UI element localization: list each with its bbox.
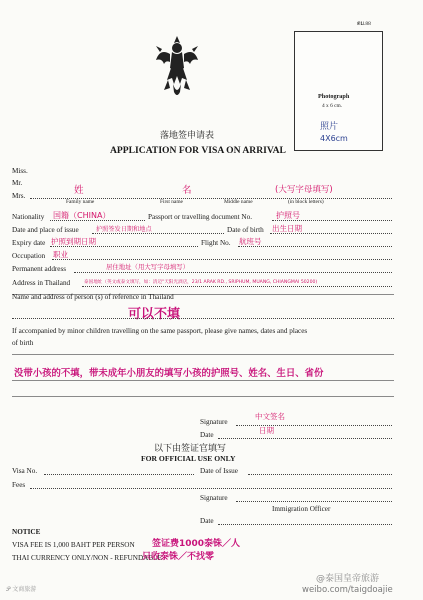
official-cn-label: 以下由签证官填写 [154, 444, 227, 454]
middle-name-caption: Middle name [224, 199, 253, 205]
fees-label: Fees [12, 481, 26, 489]
issue-field[interactable] [92, 233, 224, 234]
family-name-caption: Family name [66, 199, 95, 205]
birth-value: 出生日期 [272, 224, 302, 233]
garuda-emblem [154, 34, 200, 105]
watermark-handle: @泰国皇帝旅游 [316, 574, 380, 584]
photo-label: Photograph [318, 93, 350, 100]
signature-note: 中文签名 [255, 412, 285, 421]
salutation-mrs: Mrs. [12, 192, 26, 200]
children-note: 没带小孩的不填，带未成年小朋友的填写小孩的护照号、姓名、生日、省份 [14, 368, 324, 379]
permanent-address-value: 居住地址（用大写字母填写） [106, 263, 190, 271]
official-date-label: Date [200, 517, 214, 525]
family-name-annotation: 姓 [74, 185, 84, 196]
form-title: APPLICATION FOR VISA ON ARRIVAL [110, 145, 286, 156]
signature-label: Signature [200, 418, 228, 426]
children-line-2[interactable] [12, 380, 394, 381]
notice-header: NOTICE [12, 528, 41, 536]
expiry-label: Expiry date [12, 239, 46, 247]
permanent-address-label: Permanent address [12, 265, 67, 273]
notice-currency-cn: 只收泰铢／不找零 [142, 552, 215, 562]
permanent-address-field[interactable] [74, 272, 392, 273]
thailand-address-field[interactable] [82, 286, 392, 287]
children-text-2: of birth [12, 339, 34, 347]
title-chinese: 落地签申请表 [160, 131, 215, 141]
date-field[interactable] [218, 438, 392, 439]
salutation-miss: Miss. [12, 167, 28, 175]
official-date-field[interactable] [218, 524, 392, 525]
thailand-address-label: Address in Thailand [12, 279, 71, 287]
thailand-address-value: 泰国地址（英文或泰文填写，如：清迈"天阳光酒店，23/1 ARAK RD., SRIPHUM, MUANG, CHIANGMAI 50200) [84, 280, 318, 285]
block-letters-caption: (in block letters) [288, 199, 324, 205]
reference-value: 可以不填 [128, 307, 181, 322]
passport-value: 护照号 [276, 211, 300, 220]
salutation-mr: Mr. [12, 179, 23, 187]
expiry-value: 护照到期日期 [51, 237, 96, 246]
photo-cn-label: 照片 [320, 122, 339, 132]
notice-fee: VISA FEE IS 1,000 BAHT PER PERSON [12, 541, 135, 549]
photo-box [294, 31, 383, 151]
birth-label: Date of birth [227, 226, 264, 234]
fees-field[interactable] [30, 488, 392, 489]
date-of-issue-field[interactable] [248, 474, 392, 475]
notice-fee-cn: 签证费1000泰铢／人 [152, 539, 241, 549]
flight-value: 航班号 [239, 237, 262, 246]
photo-size: 4 x 6 cm. [322, 103, 343, 109]
reference-field[interactable] [12, 318, 394, 319]
children-line-1[interactable] [12, 354, 394, 355]
children-line-3[interactable] [12, 396, 394, 397]
official-signature-field[interactable] [236, 501, 392, 502]
first-name-annotation: 名 [182, 185, 192, 196]
date-of-issue-label: Date of Issue [200, 467, 238, 475]
date-label: Date [200, 431, 214, 439]
first-name-caption: First name [160, 199, 183, 205]
official-header: FOR OFFICIAL USE ONLY [141, 454, 236, 463]
occupation-field[interactable] [52, 259, 392, 260]
issue-label: Date and place of issue [12, 226, 79, 234]
block-letters-annotation: (大写字母填写) [275, 185, 333, 195]
immigration-officer-label: Immigration Officer [272, 505, 331, 513]
date-note: 日期 [259, 426, 274, 435]
issue-value: 护照签发日期和地点 [96, 226, 152, 233]
children-text-1: If accompanied by minor children travelling on the same passport, please give names, dates and places [12, 327, 308, 335]
official-signature-label: Signature [200, 494, 228, 502]
passport-label: Passport or travelling document No. [148, 213, 253, 221]
visa-no-field[interactable] [44, 474, 194, 475]
nationality-label: Nationality [12, 213, 45, 221]
reference-label: Name and address of person (s) of reference in Thailand [12, 293, 174, 301]
flight-label: Flight No. [201, 239, 231, 247]
notice-currency: THAI CURRENCY ONLY/NON - REFUNDABLE [12, 554, 162, 562]
watermark-url: weibo.com/taigdoajie [302, 585, 393, 595]
form-code-thai: ตม.88 [357, 21, 371, 27]
watermark-left: 𝒫 文商旅游 [6, 586, 37, 593]
visa-no-label: Visa No. [12, 467, 38, 475]
occupation-label: Occupation [12, 252, 46, 260]
occupation-value: 职业 [53, 250, 68, 259]
photo-cn-size: 4X6cm [320, 134, 348, 143]
nationality-value: 国籍（CHINA） [53, 211, 111, 220]
